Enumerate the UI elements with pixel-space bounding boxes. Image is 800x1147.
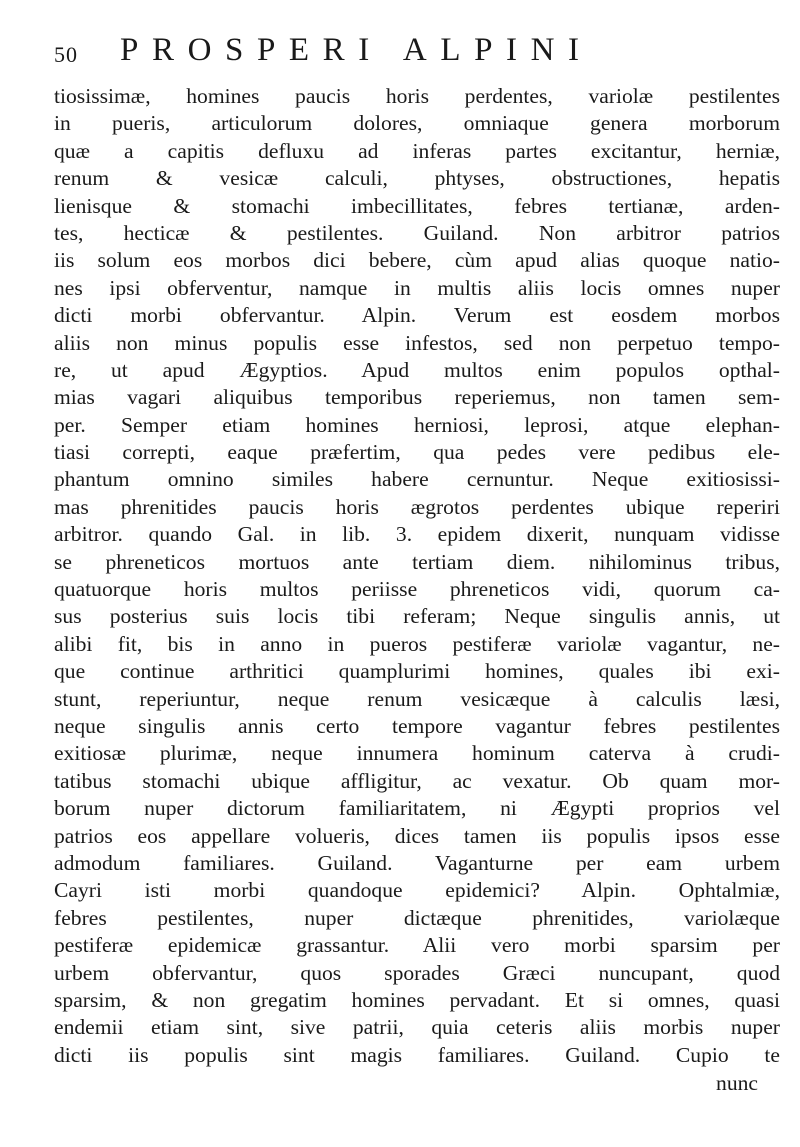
text-line: se phreneticos mortuos ante tertiam diem. nihilominus tribus, xyxy=(54,549,780,574)
running-head xyxy=(54,28,780,78)
text-line: neque singulis annis certo tempore vagantur febres pestilentes xyxy=(54,713,780,738)
text-line: nes ipsi obferventur, namque in multis aliis locis omnes nuper xyxy=(54,275,780,300)
text-line: renum & vesicæ calculi, phtyses, obstructiones, hepatis xyxy=(54,166,780,191)
text-line: lienisque & stomachi imbecillitates, febres tertianæ, arden- xyxy=(54,193,780,218)
text-line: in pueris, articulorum dolores, omniaque genera morborum xyxy=(54,111,780,136)
text-line: phantum omnino similes habere cernuntur. Neque exitiosissi- xyxy=(54,467,780,492)
text-line: tes, hecticæ & pestilentes. Guiland. Non arbitror patrios xyxy=(54,220,780,245)
text-line: re, ut apud Ægyptios. Apud multos enim populos opthal- xyxy=(54,357,780,382)
text-line: admodum familiares. Guiland. Vaganturne per eam urbem xyxy=(54,850,780,875)
body-text xyxy=(54,83,780,1069)
page-number: 50 xyxy=(54,42,78,67)
text-line: dicti morbi obfervantur. Alpin. Verum est eosdem morbos xyxy=(54,303,780,328)
text-line: que continue arthritici quamplurimi homines, quales ibi exi- xyxy=(54,659,780,684)
text-line: sus posterius suis locis tibi referam; Neque singulis annis, ut xyxy=(54,604,780,629)
text-line: quæ a capitis defluxu ad inferas partes excitantur, herniæ, xyxy=(54,138,780,163)
text-line: quatuorque horis multos periisse phreneticos vidi, quorum ca- xyxy=(54,577,780,602)
text-line: tatibus stomachi ubique affligitur, ac vexatur. Ob quam mor- xyxy=(54,768,780,793)
running-title: PROSPERI ALPINI xyxy=(120,32,593,68)
text-line: borum nuper dictorum familiaritatem, ni Ægypti proprios vel xyxy=(54,796,780,821)
text-line: per. Semper etiam homines herniosi, leprosi, atque elephan- xyxy=(54,412,780,437)
text-line: patrios eos appellare volueris, dices tamen iis populis ipsos esse xyxy=(54,823,780,848)
text-line: exitiosæ plurimæ, neque innumera hominum caterva à crudi- xyxy=(54,741,780,766)
text-line: stunt, reperiuntur, neque renum vesicæque à calculis læsi, xyxy=(54,686,780,711)
text-line: sparsim, & non gregatim homines pervadant. Et si omnes, quasi xyxy=(54,987,780,1012)
text-line: mias vagari aliquibus temporibus reperiemus, non tamen sem- xyxy=(54,385,780,410)
text-line: pestiferæ epidemicæ grassantur. Alii vero morbi sparsim per xyxy=(54,933,780,958)
text-line: endemii etiam sint, sive patrii, quia ceteris aliis morbis nuper xyxy=(54,1015,780,1040)
text-line: urbem obfervantur, quos sporades Græci nuncupant, quod xyxy=(54,960,780,985)
text-line: Cayri isti morbi quandoque epidemici? Alpin. Ophtalmiæ, xyxy=(54,878,780,903)
text-line: alibi fit, bis in anno in pueros pestiferæ variolæ vagantur, ne- xyxy=(54,631,780,656)
text-line: tiosissimæ, homines paucis horis perdentes, variolæ pestilentes xyxy=(54,84,780,108)
text-line: aliis non minus populis esse infestos, sed non perpetuo tempo- xyxy=(54,330,780,355)
text-line: iis solum eos morbos dici bebere, cùm apud alias quoque natio- xyxy=(54,248,780,273)
catchword: nunc xyxy=(716,1071,758,1096)
text-line: febres pestilentes, nuper dictæque phrenitides, variolæque xyxy=(54,905,780,930)
text-line: arbitror. quando Gal. in lib. 3. epidem dixerit, nunquam vidisse xyxy=(54,522,780,547)
text-line: tiasi correpti, eaque præfertim, qua pedes vere pedibus ele- xyxy=(54,440,780,465)
book-page xyxy=(54,28,780,1096)
text-line: dicti iis populis sint magis familiares. Guiland. Cupio te xyxy=(54,1042,780,1067)
text-line: mas phrenitides paucis horis ægrotos perdentes ubique reperiri xyxy=(54,494,780,519)
